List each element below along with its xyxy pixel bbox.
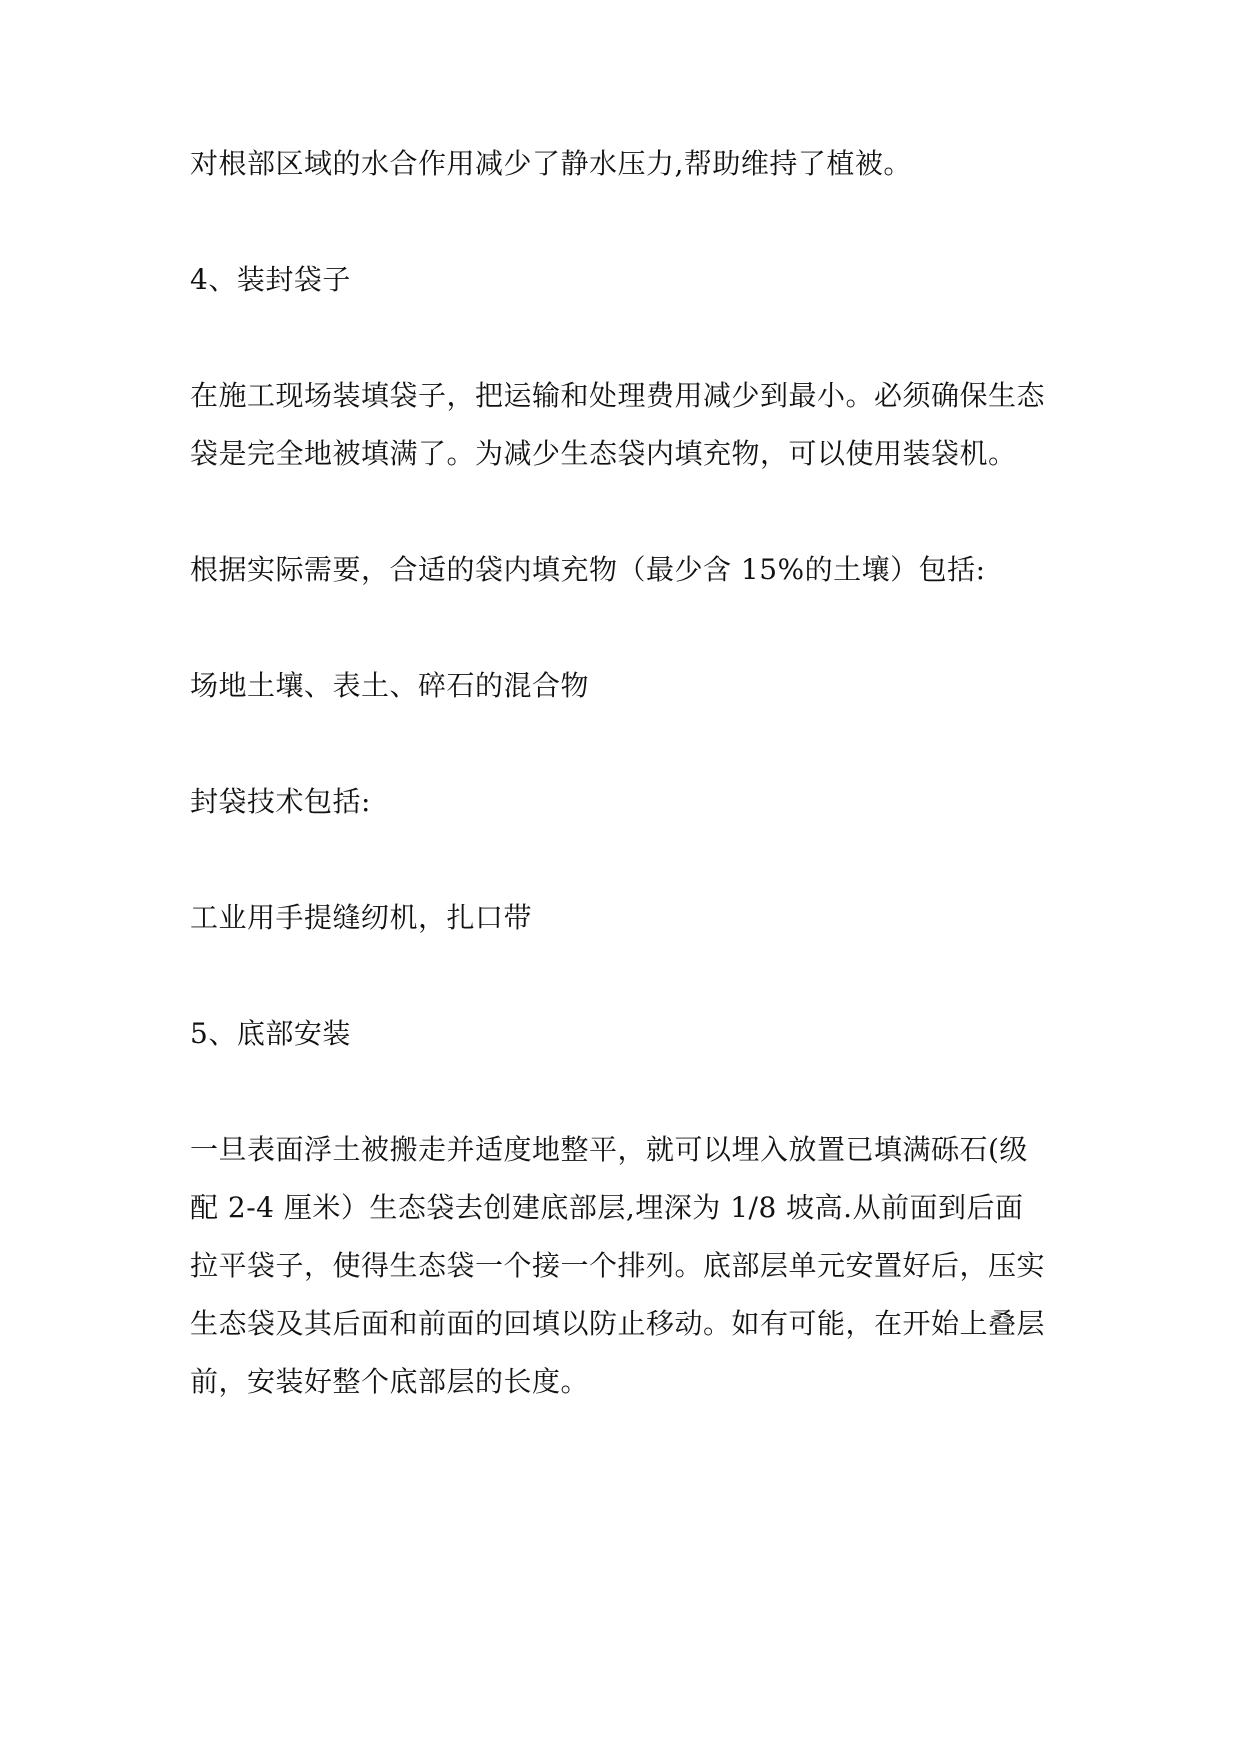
paragraph-sewing-machine: 工业用手提缝纫机，扎口带 <box>190 901 533 934</box>
paragraph-hydration: 对根部区域的水合作用减少了静水压力,帮助维持了植被。 <box>190 147 912 180</box>
paragraph-fill-materials: 根据实际需要，合适的袋内填充物（最少含 15%的土壤）包括: <box>190 553 986 586</box>
heading-sealing-bags: 4、装封袋子 <box>190 263 351 296</box>
paragraph-sealing-techniques: 封袋技术包括: <box>190 785 371 818</box>
paragraph-filling-line-2: 袋是完全地被填满了。为减少生态袋内填充物，可以使用装袋机。 <box>190 437 1017 470</box>
paragraph-soil-mixture: 场地土壤、表土、碎石的混合物 <box>190 669 590 702</box>
heading-base-installation: 5、底部安装 <box>190 1017 351 1050</box>
paragraph-base-line-1: 一旦表面浮土被搬走并适度地整平，就可以埋入放置已填满砾石(级 <box>190 1133 1028 1166</box>
paragraph-filling-line-1: 在施工现场装填袋子，把运输和处理费用减少到最小。必须确保生态 <box>190 379 1046 412</box>
paragraph-base-line-5: 前，安装好整个底部层的长度。 <box>190 1365 590 1398</box>
paragraph-base-line-3: 拉平袋子，使得生态袋一个接一个排列。底部层单元安置好后，压实 <box>190 1249 1046 1282</box>
paragraph-base-line-4: 生态袋及其后面和前面的回填以防止移动。如有可能，在开始上叠层 <box>190 1307 1046 1340</box>
paragraph-base-line-2: 配 2-4 厘米）生态袋去创建底部层,埋深为 1/8 坡高.从前面到后面 <box>190 1191 1024 1224</box>
